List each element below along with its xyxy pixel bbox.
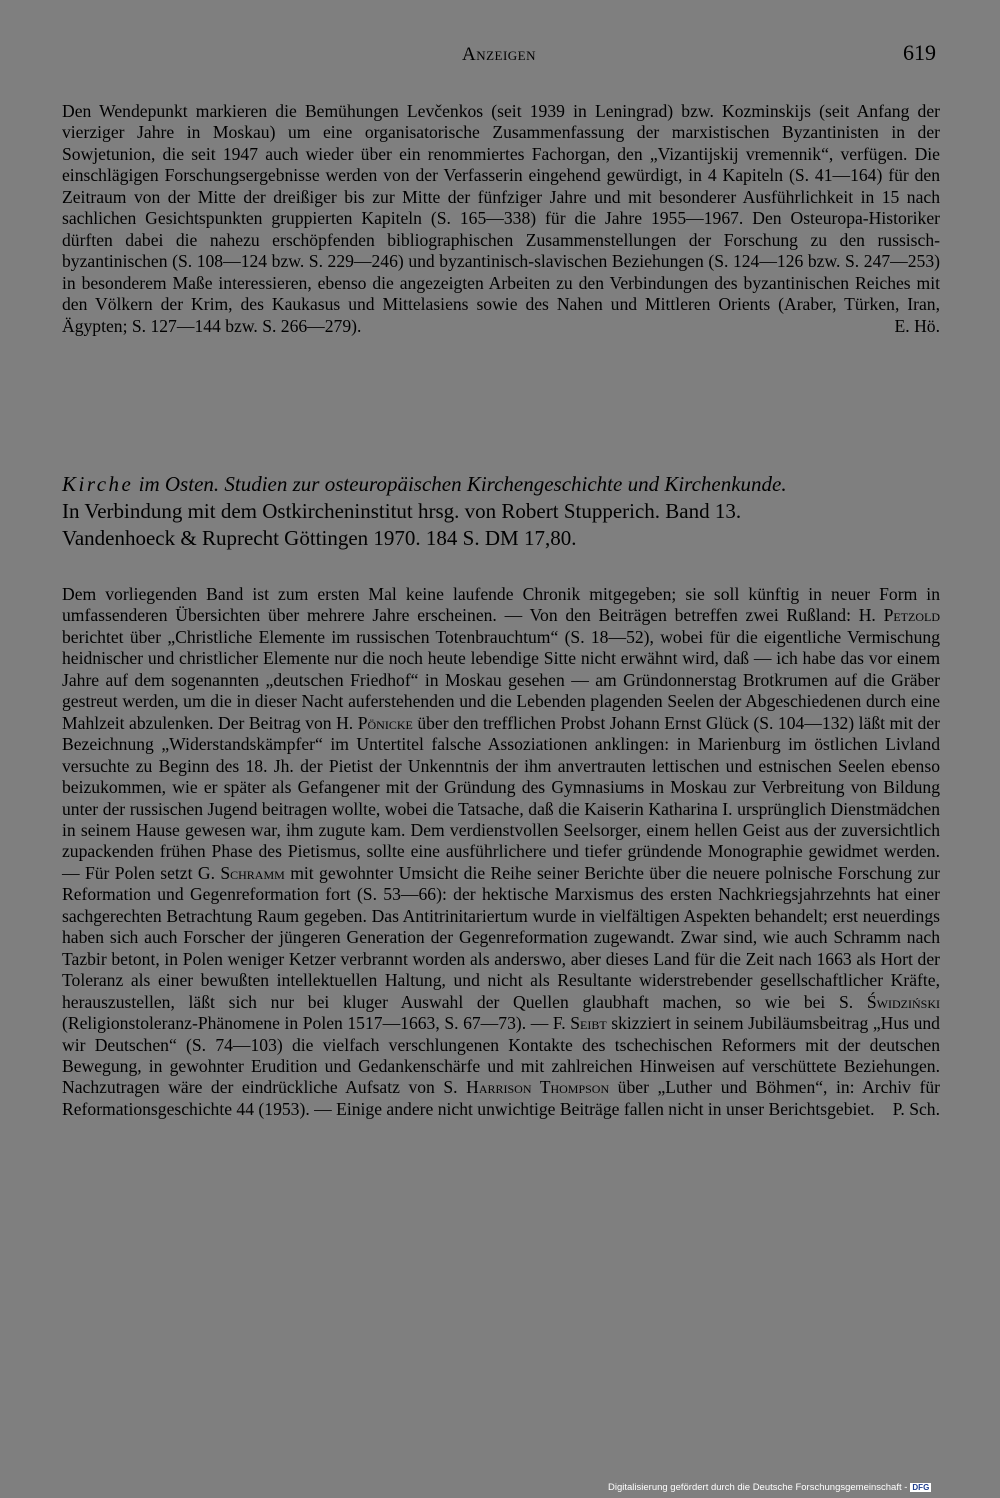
review-title-rest: im Osten. Studien zur osteuropäischen Kirchengeschichte und Kirchenkunde. xyxy=(133,472,787,496)
review-text-7: über „Luther und Böhmen“, in: Archiv für Reformationsgeschichte 44 (1953). — Einige andere nicht unwichtige Beiträge fallen nicht in unser Berichtsgebiet. xyxy=(62,1077,941,1119)
review-signature: P. Sch. xyxy=(892,1098,940,1119)
review-editor-line: In Verbindung mit dem Ostkircheninstitut hrsg. von Robert Stupperich. Band 13. xyxy=(62,499,742,523)
review-text-3: über den trefflichen Probst Johann Ernst Glück (S. 104—132) läßt mit der Bezeichnung „Widerstandskämpfer“ im Untertitel falsche Assoziationen anklingen: in Marienburg im östlichen Livland versuchte zu Beginn des 18. Jh. der Pietist der Unkenntnis der ihm anvertrauten lettischen und estnischen Seelen ebenso beizukommen, wie er später als Gefangener mit der Gründung des Gymnasiums in Moskau zur Verbreitung von Bildung unter der russischen Jugend beitragen wollte, wobei die Tatsache, daß die Kaiserin Katharina I. ursprünglich Dienstmädchen in seinem Hause gewesen war, ihm zugute kam. Dem verdienstvollen Seelsorger, einem hellen Geist aus der zuversichtlich zupackenden frühen Phase des Pietismus, sollte eine ausführlichere und tiefer gründende Monographie gewidmet werden. — Für Polen setzt G. xyxy=(62,712,940,883)
author-name-poenicke: Pönicke xyxy=(357,712,413,733)
author-name-swidzinski: Świdziński xyxy=(866,991,940,1012)
dfg-logo: DFG xyxy=(912,1483,930,1492)
review-book-title xyxy=(62,471,942,498)
review-bibliographic-heading xyxy=(62,471,942,552)
page-number: 619 xyxy=(903,40,936,65)
footer-credit-text: Digitalisierung gefördert durch die Deutsche Forschungsgemeinschaft - xyxy=(608,1482,908,1493)
digitization-footer xyxy=(608,1482,931,1493)
review-body-paragraph xyxy=(62,584,940,1120)
review-title-spaced: Kirche xyxy=(62,472,134,496)
previous-review-signature: E. Hö. xyxy=(894,315,940,336)
author-name-schramm: Schramm xyxy=(220,862,285,883)
page-header xyxy=(62,40,936,72)
previous-review-paragraph xyxy=(62,101,940,337)
running-head: Anzeigen xyxy=(461,44,537,65)
review-text-6: skizziert in seinem Jubiläumsbeitrag „Hus und wir Deutschen“ (S. 74—103) die vielfach verschlungenen Kontakte des tschechischen Reformers mit der deutschen Bewegung, in gewohnter Erudition und Gedankenschärfe und mit zahlreichen Hinweisen auf verschüttete Beziehungen. Nachzutragen wäre der eindrückliche Aufsatz von S. xyxy=(62,1013,940,1098)
review-text-5: (Religionstoleranz-Phänomene in Polen 1517—1663, S. 67—73). — F. xyxy=(62,1013,571,1034)
author-name-petzold: Petzold xyxy=(883,605,940,626)
review-text-4: mit gewohnter Umsicht die Reihe seiner Berichte über die neuere polnische Forschung zur Reformation und Gegenreformation fort (S. 53—66): der hektische Marxismus des ersten Nachkriegsjahrzehnts hat einer sachgerechten Betrachtung Raum gegeben. Das Antitrinitariertum wurde in vielfältigen Aspekten behandelt; erst neuerdings haben sich auch Forscher der jüngeren Generation der Gegenreformation zugewandt. Zwar sind, wie auch Schramm nach Tazbir betont, in Polen weniger Ketzer verbrannt worden als anderswo, aber dieses Land für die Zeit nach 1663 als Hort der Toleranz als einer bewußten intellektuellen Haltung, und nicht als Resultante widerstrebender gesellschaftlicher Kräfte, herauszustellen, läßt sich nur bei kluger Auswahl der Quellen glaubhaft machen, so wie bei S. xyxy=(62,862,940,1012)
author-name-seibt: Seibt xyxy=(570,1013,607,1034)
review-text-1: Dem vorliegenden Band ist zum ersten Mal keine laufende Chronik mitgegeben; sie soll künftig in neuer Form in umfassenderen Übersichten über mehrere Jahre erscheinen. — Von den Beiträgen betreffen zwei Rußland: H. xyxy=(62,584,940,626)
author-name-harrison-thompson: Harrison Thompson xyxy=(466,1077,610,1098)
review-publisher-line: Vandenhoeck & Ruprecht Göttingen 1970. 184 S. DM 17,80. xyxy=(62,526,577,550)
review-text-2: berichtet über „Christliche Elemente im russischen Totenbrauchtum“ (S. 18—52), wobei für die eigentliche Vermischung heidnischer und christlicher Elemente nur die noch heute lebendige Sitte nicht erwähnt wird, daß — ich habe das vor einem Jahre auf dem sogenannten „deutschen Friedhof“ in Moskau gesehen — am Gründonnerstag Brotkrumen auf die Gräber gestreut werden, um die in dieser Nacht auferstehenden und die Lebenden plagenden Seelen der Abgeschiedenen durch eine Mahlzeit abzulenken. Der Beitrag von H. xyxy=(62,626,940,733)
previous-review-text: Den Wendepunkt markieren die Bemühungen Levčenkos (seit 1939 in Leningrad) bzw. Kozminskijs (seit Anfang der vierziger Jahre in Moskau) um eine organisatorische Zusammenfassung der marxistischen Byzantinisten in der Sowjetunion, die seit 1947 auch wieder über ein renommiertes Fachorgan, den „Vizantijskij vremennik“, verfügen. Die einschlägigen Forschungsergebnisse werden von der Verfasserin eingehend gewürdigt, in 4 Kapiteln (S. 41—164) für den Zeitraum von der Mitte der dreißiger bis zur Mitte der fünfziger Jahre und mit besonderer Ausführlichkeit in 15 nach sachlichen Gesichtspunkten gruppierten Kapiteln (S. 165—338) für die Jahre 1955—1967. Den Osteuropa-Historiker dürften dabei die nahezu erschöpfenden bibliographischen Zusammenstellungen der Forschung zu den russisch-byzantinischen (S. 108—124 bzw. S. 229—246) und byzantinisch-slavischen Beziehungen (S. 124—126 bzw. S. 247—253) in besonderem Maße interessieren, ebenso die angezeigten Arbeiten zu den Verbindungen des byzantinischen Reiches mit den Völkern der Krim, des Kaukasus und Mittelasiens sowie des Nahen und Mittleren Orients (Araber, Türken, Iran, Ägypten; S. 127—144 bzw. S. 266—279). xyxy=(62,101,940,336)
